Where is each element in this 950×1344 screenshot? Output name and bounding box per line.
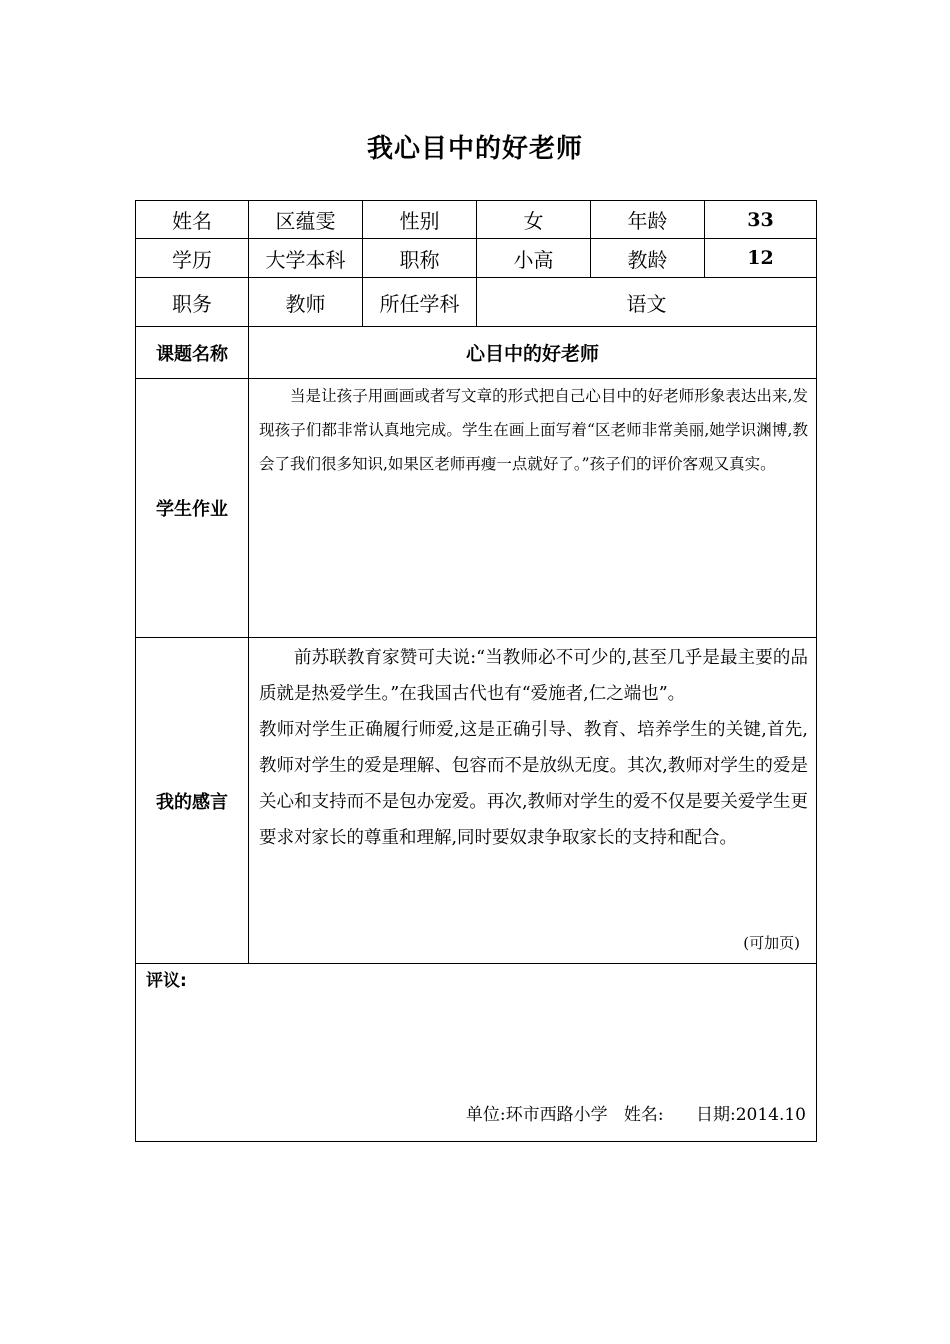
age-label: 年龄: [591, 201, 705, 239]
education-value: 大学本科: [249, 239, 363, 278]
homework-row: [136, 379, 817, 638]
document-title: 我心目中的好老师: [366, 134, 583, 164]
teacher-info-form: [135, 200, 817, 1142]
teaching-years-label: 教龄: [591, 239, 705, 278]
review-cell: [136, 964, 817, 1142]
homework-cell: [249, 379, 817, 638]
topic-row: [136, 327, 817, 379]
education-label: 学历: [136, 239, 249, 278]
reflection-row: [136, 638, 817, 964]
position-value: 教师: [249, 278, 363, 327]
teaching-years-value: 12: [705, 239, 817, 278]
reflection-label: 我的感言: [136, 638, 249, 964]
review-label: 评议:: [146, 971, 187, 991]
homework-text: 当是让孩子用画画或者写文章的形式把自己心目中的好老师形象表达出来,发现孩子们都非常认真地完成。学生在画上面写着“区老师非常美丽,她学识渊博,教会了我们很多知识,如果区老师再瘦一点就好了。”孩子们的评价客观又真实。: [259, 387, 808, 473]
info-row-1: [136, 201, 817, 239]
add-page-note: (可加页): [743, 934, 800, 952]
name-label: 姓名: [136, 201, 249, 239]
rank-label: 职称: [363, 239, 477, 278]
rank-value: 小高: [477, 239, 591, 278]
gender-label: 性别: [363, 201, 477, 239]
homework-label: 学生作业: [136, 379, 249, 638]
subject-value: 语文: [477, 278, 817, 327]
review-row: [136, 964, 817, 1142]
topic-value: 心目中的好老师: [249, 327, 817, 379]
signature-footer: 单位:环市西路小学 姓名: 日期:2014.10: [465, 1105, 806, 1125]
topic-label: 课题名称: [136, 327, 249, 379]
info-row-2: [136, 239, 817, 278]
reflection-paragraph-2: 教师对学生正确履行师爱,这是正确引导、教育、培养学生的关键,首先,教师对学生的爱是理解、包容而不是放纵无度。其次,教师对学生的爱是关心和支持而不是包办宠爱。再次,教师对学生的爱不仅是要关爱学生更要求对家长的尊重和理解,同时要奴隶争取家长的支持和配合。: [259, 720, 808, 848]
subject-label: 所任学科: [363, 278, 477, 327]
name-value: 区蕴雯: [249, 201, 363, 239]
reflection-paragraph-1: 前苏联教育家赞可夫说:“当教师必不可少的,甚至几乎是最主要的品质就是热爱学生。”在我国古代也有“爱施者,仁之端也”。: [259, 648, 808, 704]
gender-value: 女: [477, 201, 591, 239]
info-row-3: [136, 278, 817, 327]
age-value: 33: [705, 201, 817, 239]
reflection-cell: [249, 638, 817, 964]
position-label: 职务: [136, 278, 249, 327]
